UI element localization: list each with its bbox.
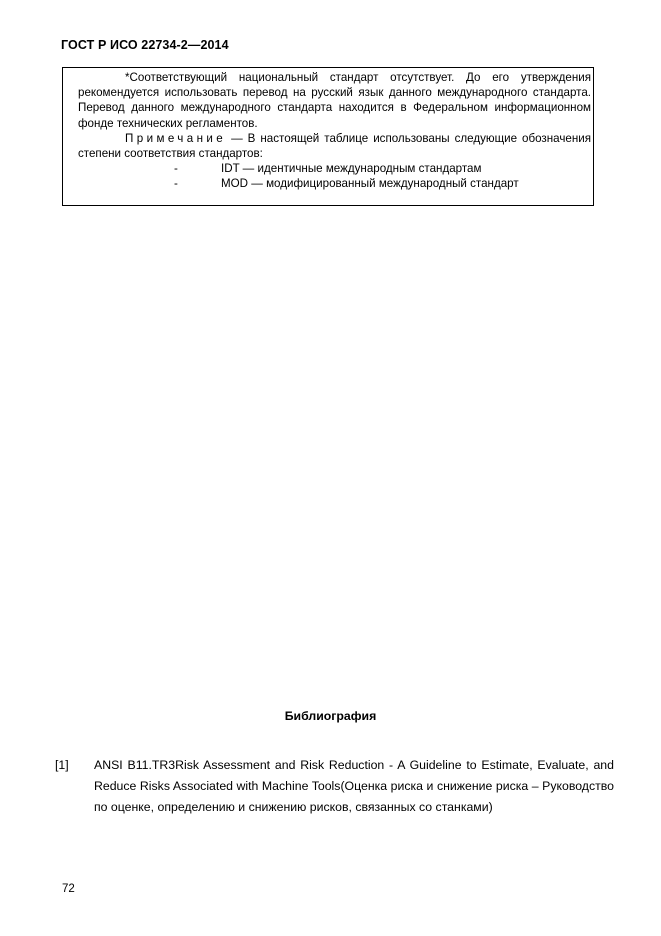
bibliography-entry-number: [1] [55,758,69,772]
bibliography-entry-text: ANSI B11.TR3Risk Assessment and Risk Reduction - A Guideline to Estimate, Evaluate, and Reduce Risks Associated with Machine Tools(Оценка риска и снижение риска – Руководство по оценке, определению и снижению рисков, связанных со станками) [94,758,614,814]
legend-bullet: - [174,162,178,176]
legend-text-idt: IDT — идентичные международным стандартам [221,162,482,176]
document-code: ГОСТ Р ИСО 22734-2—2014 [61,38,229,52]
note-label: Примечание [125,131,227,145]
legend-bullet: - [174,177,178,191]
note-text: — В настоящей таблице использованы следующие обозначения степени соответствия стандартов: [78,131,591,161]
table-note-box [62,67,594,206]
legend-text-mod: MOD — модифицированный международный стандарт [221,177,519,191]
national-standard-footnote: *Соответствующий национальный стандарт отсутствует. До его утверждения рекомендуется использовать перевод на русский язык данного международного стандарта. Перевод данного международного стандарта находится в Федеральном информационном фонде технических регламентов. [78,71,591,130]
table-note [78,131,591,161]
bibliography-title: Библиография [284,709,377,723]
legend-item-idt [78,161,591,176]
page-number: 72 [62,883,75,895]
legend-item-mod [78,176,591,191]
